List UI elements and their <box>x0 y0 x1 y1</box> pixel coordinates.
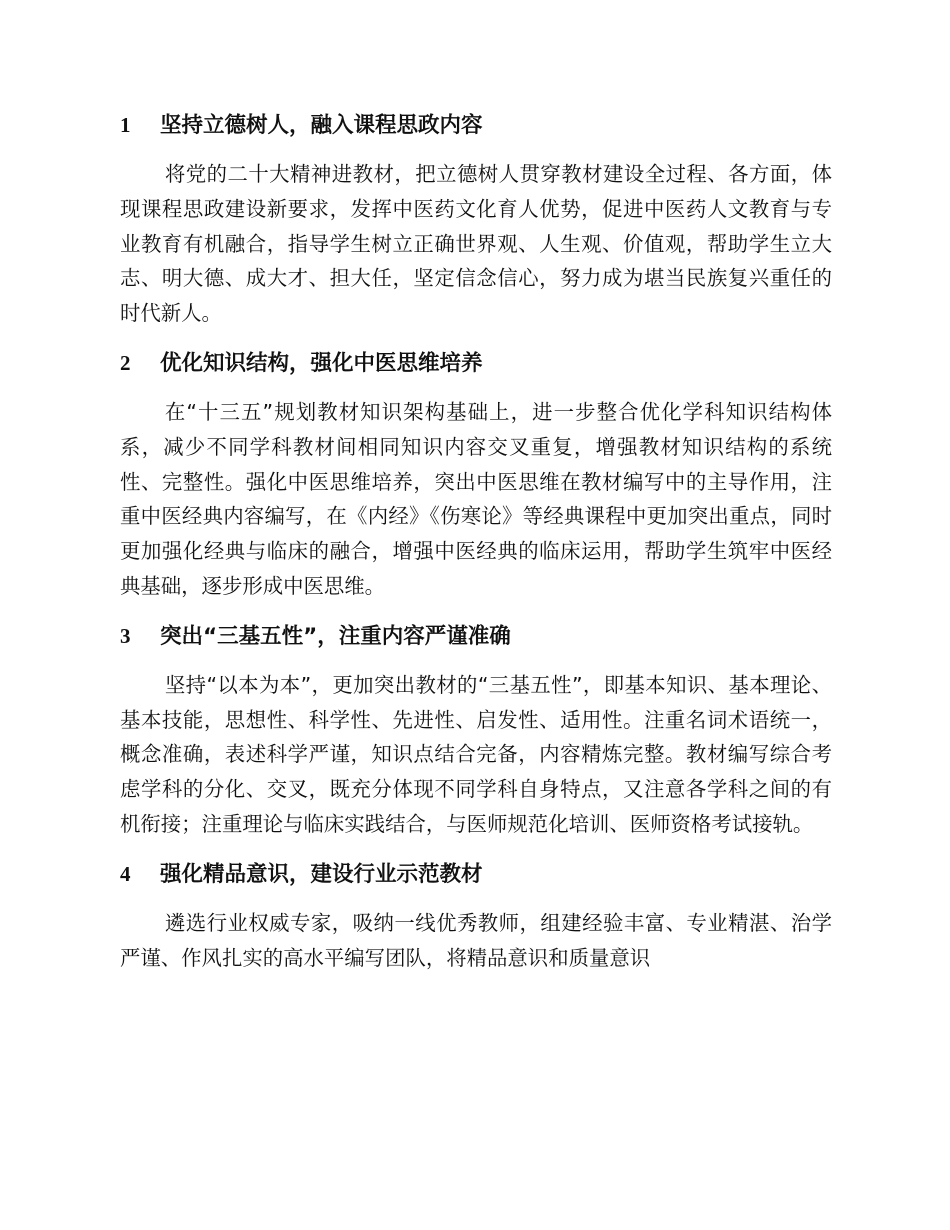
section-paragraph-1: 将党的二十大精神进教材，把立德树人贯穿教材建设全过程、各方面，体现课程思政建设新要求，发挥中医药文化育人优势，促进中医药人文教育与专业教育有机融合，指导学生树立正确世界观、人生观、价值观，帮助学生立大志、明大德、成大才、担大任，坚定信念信心，努力成为堪当民族复兴重任的时代新人。 <box>120 162 832 326</box>
section-paragraph-2: 在“十三五”规划教材知识架构基础上，进一步整合优化学科知识结构体系，减少不同学科教材间相同知识内容交叉重复，增强教材知识结构的系统性、完整性。强化中医思维培养，突出中医思维在教材编写中的主导作用，注重中医经典内容编写，在《内经》《伤寒论》等经典课程中更加突出重点，同时更加强化经典与临床的融合，增强中医经典的临床运用，帮助学生筑牢中医经典基础，逐步形成中医思维。 <box>120 399 832 598</box>
section-number: 4 <box>120 861 131 886</box>
section-title: 坚持立德树人，融入课程思政内容 <box>160 113 483 138</box>
section-paragraph-4: 遴选行业权威专家，吸纳一线优秀教师，组建经验丰富、专业精湛、治学严谨、作风扎实的高水平编写团队，将精品意识和质量意识 <box>120 910 832 970</box>
section-paragraph-3: 坚持“以本为本”，更加突出教材的“三基五性”，即基本知识、基本理论、基本技能，思想性、科学性、先进性、启发性、适用性。注重名词术语统一，概念准确，表述科学严谨，知识点结合完备，内容精炼完整。教材编写综合考虑学科的分化、交叉，既充分体现不同学科自身特点，又注意各学科之间的有机衔接；注重理论与临床实践结合，与医师规范化培训、医师资格考试接轨。 <box>120 672 832 836</box>
section-number: 3 <box>120 623 131 648</box>
section-heading-2 <box>120 343 832 383</box>
section-number: 1 <box>120 113 131 137</box>
section-title: 优化知识结构，强化中医思维培养 <box>160 350 483 376</box>
document-content <box>120 105 832 975</box>
section-heading-4 <box>120 854 832 894</box>
section-number: 2 <box>120 350 131 375</box>
section-heading-1 <box>120 105 832 145</box>
section-heading-3 <box>120 616 832 656</box>
section-title: 突出“三基五性”，注重内容严谨准确 <box>160 623 511 649</box>
section-title: 强化精品意识，建设行业示范教材 <box>160 861 483 887</box>
